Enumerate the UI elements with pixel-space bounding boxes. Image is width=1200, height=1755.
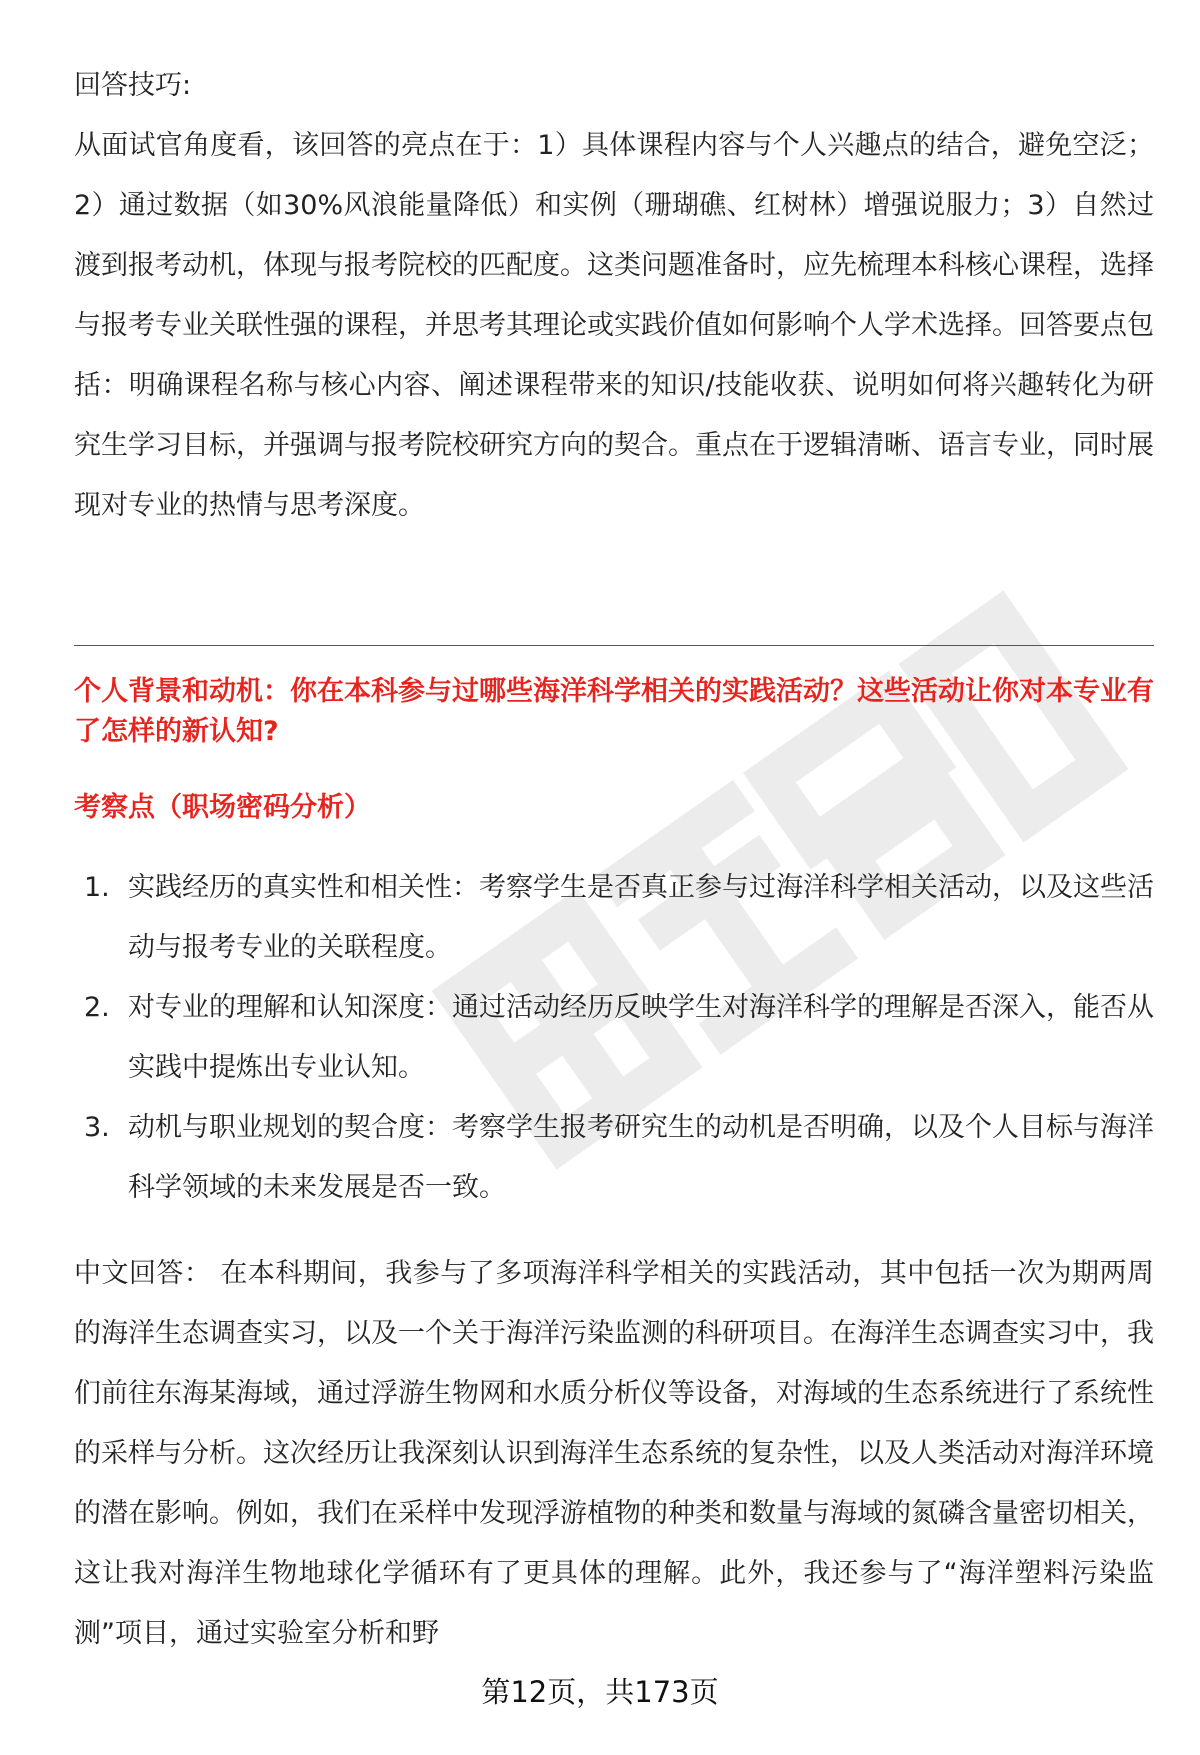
list-item-number: 1. [84,872,110,903]
list-item [74,858,1154,978]
list-item-number: 3. [84,1112,110,1143]
tips-label: 回答技巧: [74,70,192,101]
list-item-text: 实践经历的真实性和相关性：考察学生是否真正参与过海洋科学相关活动，以及这些活动与报考专业的关联程度。 [128,872,1154,963]
section-divider [74,645,1154,646]
list-item-number: 2. [84,992,110,1023]
chinese-answer-paragraph: 中文回答： 在本科期间，我参与了多项海洋科学相关的实践活动，其中包括一次为期两周的海洋生态调查实习，以及一个关于海洋污染监测的科研项目。在海洋生态调查实习中，我们前往东海某海域，通过浮游生物网和水质分析仪等设备，对海域的生态系统进行了系统性的采样与分析。这次经历让我深刻认识到海洋生态系统的复杂性，以及人类活动对海洋环境的潜在影响。例如，我们在采样中发现浮游植物的种类和数量与海域的氮磷含量密切相关，这让我对海洋生物地球化学循环有了更具体的理解。此外，我还参与了“海洋塑料污染监测”项目，通过实验室分析和野 [74,1258,1154,1649]
page-number-footer: 第12页，共173页 [481,1675,719,1709]
list-item [74,1098,1154,1218]
tips-paragraph: 从面试官角度看，该回答的亮点在于：1）具体课程内容与个人兴趣点的结合，避免空泛；2）通过数据（如30%风浪能量降低）和实例（珊瑚礁、红树林）增强说服力；3）自然过渡到报考动机，体现与报考院校的匹配度。这类问题准备时，应先梳理本科核心课程，选择与报考专业关联性强的课程，并思考其理论或实践价值如何影响个人学术选择。回答要点包括：明确课程名称与核心内容、阐述课程带来的知识/技能收获、说明如何将兴趣转化为研究生学习目标，并强调与报考院校研究方向的契合。重点在于逻辑清晰、语言专业，同时展现对专业的热情与思考深度。 [74,130,1154,521]
list-item-text: 动机与职业规划的契合度：考察学生报考研究生的动机是否明确，以及个人目标与海洋科学领域的未来发展是否一致。 [128,1112,1154,1203]
list-item [74,978,1154,1098]
assessment-points-list [74,858,1154,1218]
question-heading: 个人背景和动机：你在本科参与过哪些海洋科学相关的实践活动？这些活动让你对本专业有了怎样的新认知? [74,676,1154,747]
list-item-text: 对专业的理解和认知深度：通过活动经历反映学生对海洋科学的理解是否深入，能否从实践中提炼出专业认知。 [128,992,1154,1083]
assessment-subheading: 考察点（职场密码分析） [74,792,371,823]
tips-section [74,56,1154,536]
